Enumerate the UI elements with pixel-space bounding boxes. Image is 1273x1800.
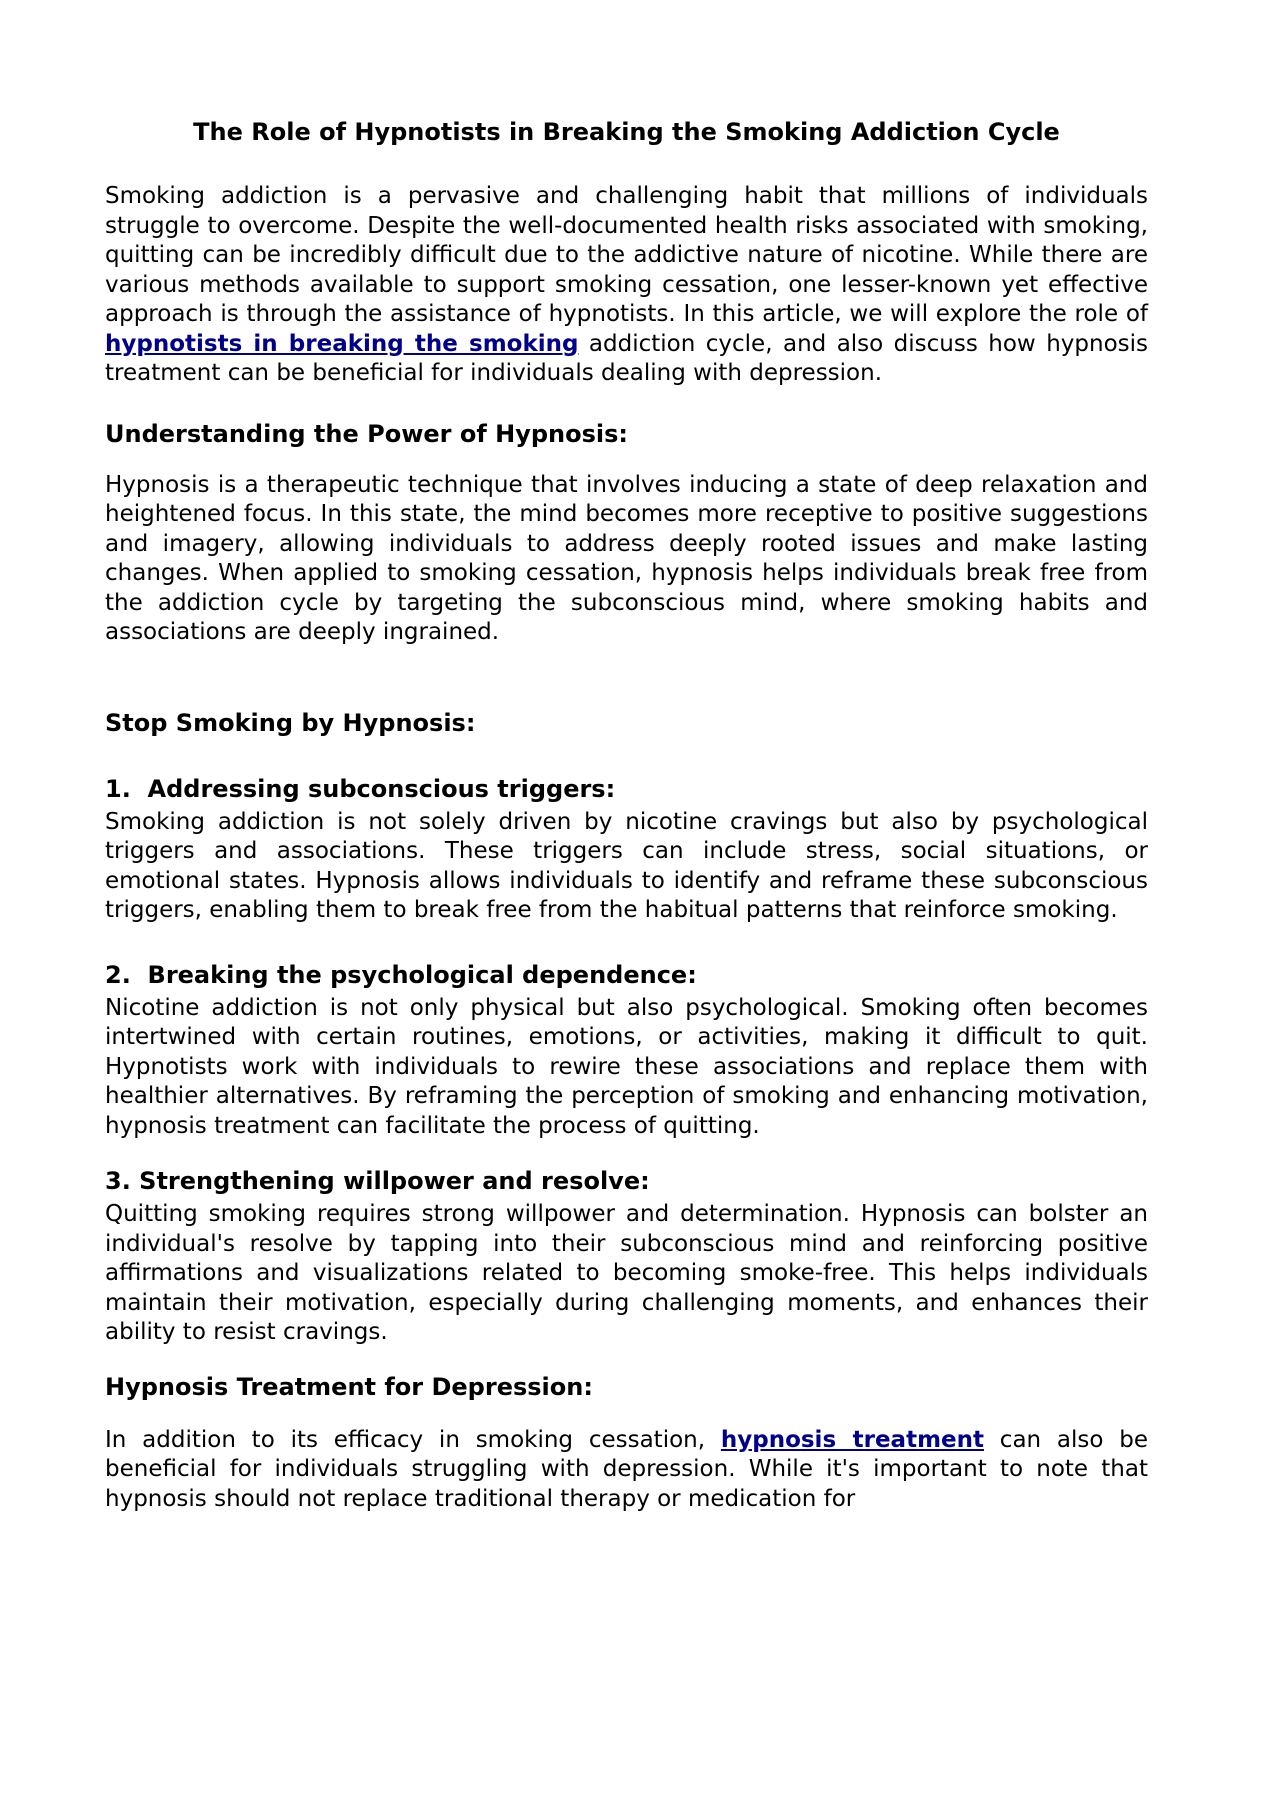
section-heading-stop-smoking: Stop Smoking by Hypnosis: <box>105 708 476 737</box>
intro-text-after-link: addiction cycle, and also discuss how hypnosis treatment can be beneficial for individuals dealing with depression. <box>105 330 1148 386</box>
paragraph-subconscious-triggers: Smoking addiction is not solely driven by nicotine cravings but also by psychological triggers and associations. These triggers can include stress, social situations, or emotional states. Hypnosis allows individuals to identify and reframe these subconscious triggers, enabling them to break free from the habitual patterns that reinforce smoking. <box>105 808 1148 923</box>
section-heading-depression: Hypnosis Treatment for Depression: <box>105 1372 593 1401</box>
depression-text-after-link: can also be beneficial for individuals struggling with depression. While it's important to note that hypnosis should not replace traditional therapy or medication for <box>105 1426 1149 1512</box>
section-heading-understanding-hypnosis: Understanding the Power of Hypnosis: <box>105 419 629 448</box>
link-hypnosis-treatment[interactable]: hypnosis treatment <box>720 1426 985 1453</box>
depression-text-before-link: In addition to its efficacy in smoking cessation, <box>105 1426 721 1453</box>
paragraph-depression <box>105 1426 1148 1515</box>
numbered-heading-willpower-resolve: 3. Strengthening willpower and resolve: <box>105 1167 650 1195</box>
numbered-heading-psychological-dependence: 2. Breaking the psychological dependence: <box>105 960 697 989</box>
intro-text-before-link: Smoking addiction is a pervasive and challenging habit that millions of individuals struggle to overcome. Despite the well-documented health risks associated with smoking, quitting can be incredibly difficult due to the addictive nature of nicotine. While there are various methods available to support smoking cessation, one lesser-known yet effective approach is through the assistance of hypnotists. In this article, we will explore the role of <box>105 183 1148 327</box>
paragraph-understanding-hypnosis: Hypnosis is a therapeutic technique that involves inducing a state of deep relaxation and heightened focus. In this state, the mind becomes more receptive to positive suggestions and imagery, allowing individuals to address deeply rooted issues and make lasting changes. When applied to smoking cessation, hypnosis helps individuals break free from the addiction cycle by targeting the subconscious mind, where smoking habits and associations are deeply ingrained. <box>105 471 1148 645</box>
link-hypnotists-in-breaking-the-smoking[interactable]: hypnotists in breaking the smoking <box>105 330 579 357</box>
intro-paragraph <box>105 182 1148 389</box>
numbered-heading-subconscious-triggers: 1. Addressing subconscious triggers: <box>105 774 616 803</box>
paragraph-willpower-resolve: Quitting smoking requires strong willpower and determination. Hypnosis can bolster an individual's resolve by tapping into their subconscious mind and reinforcing positive affirmations and visualizations related to becoming smoke-free. This helps individuals maintain their motivation, especially during challenging moments, and enhances their ability to resist cravings. <box>105 1201 1148 1345</box>
document-title: The Role of Hypnotists in Breaking the Smoking Addiction Cycle <box>193 118 1060 146</box>
paragraph-psychological-dependence: Nicotine addiction is not only physical but also psychological. Smoking often becomes intertwined with certain routines, emotions, or activities, making it difficult to quit. Hypnotists work with individuals to rewire these associations and replace them with healthier alternatives. By reframing the perception of smoking and enhancing motivation, hypnosis treatment can facilitate the process of quitting. <box>105 994 1148 1139</box>
